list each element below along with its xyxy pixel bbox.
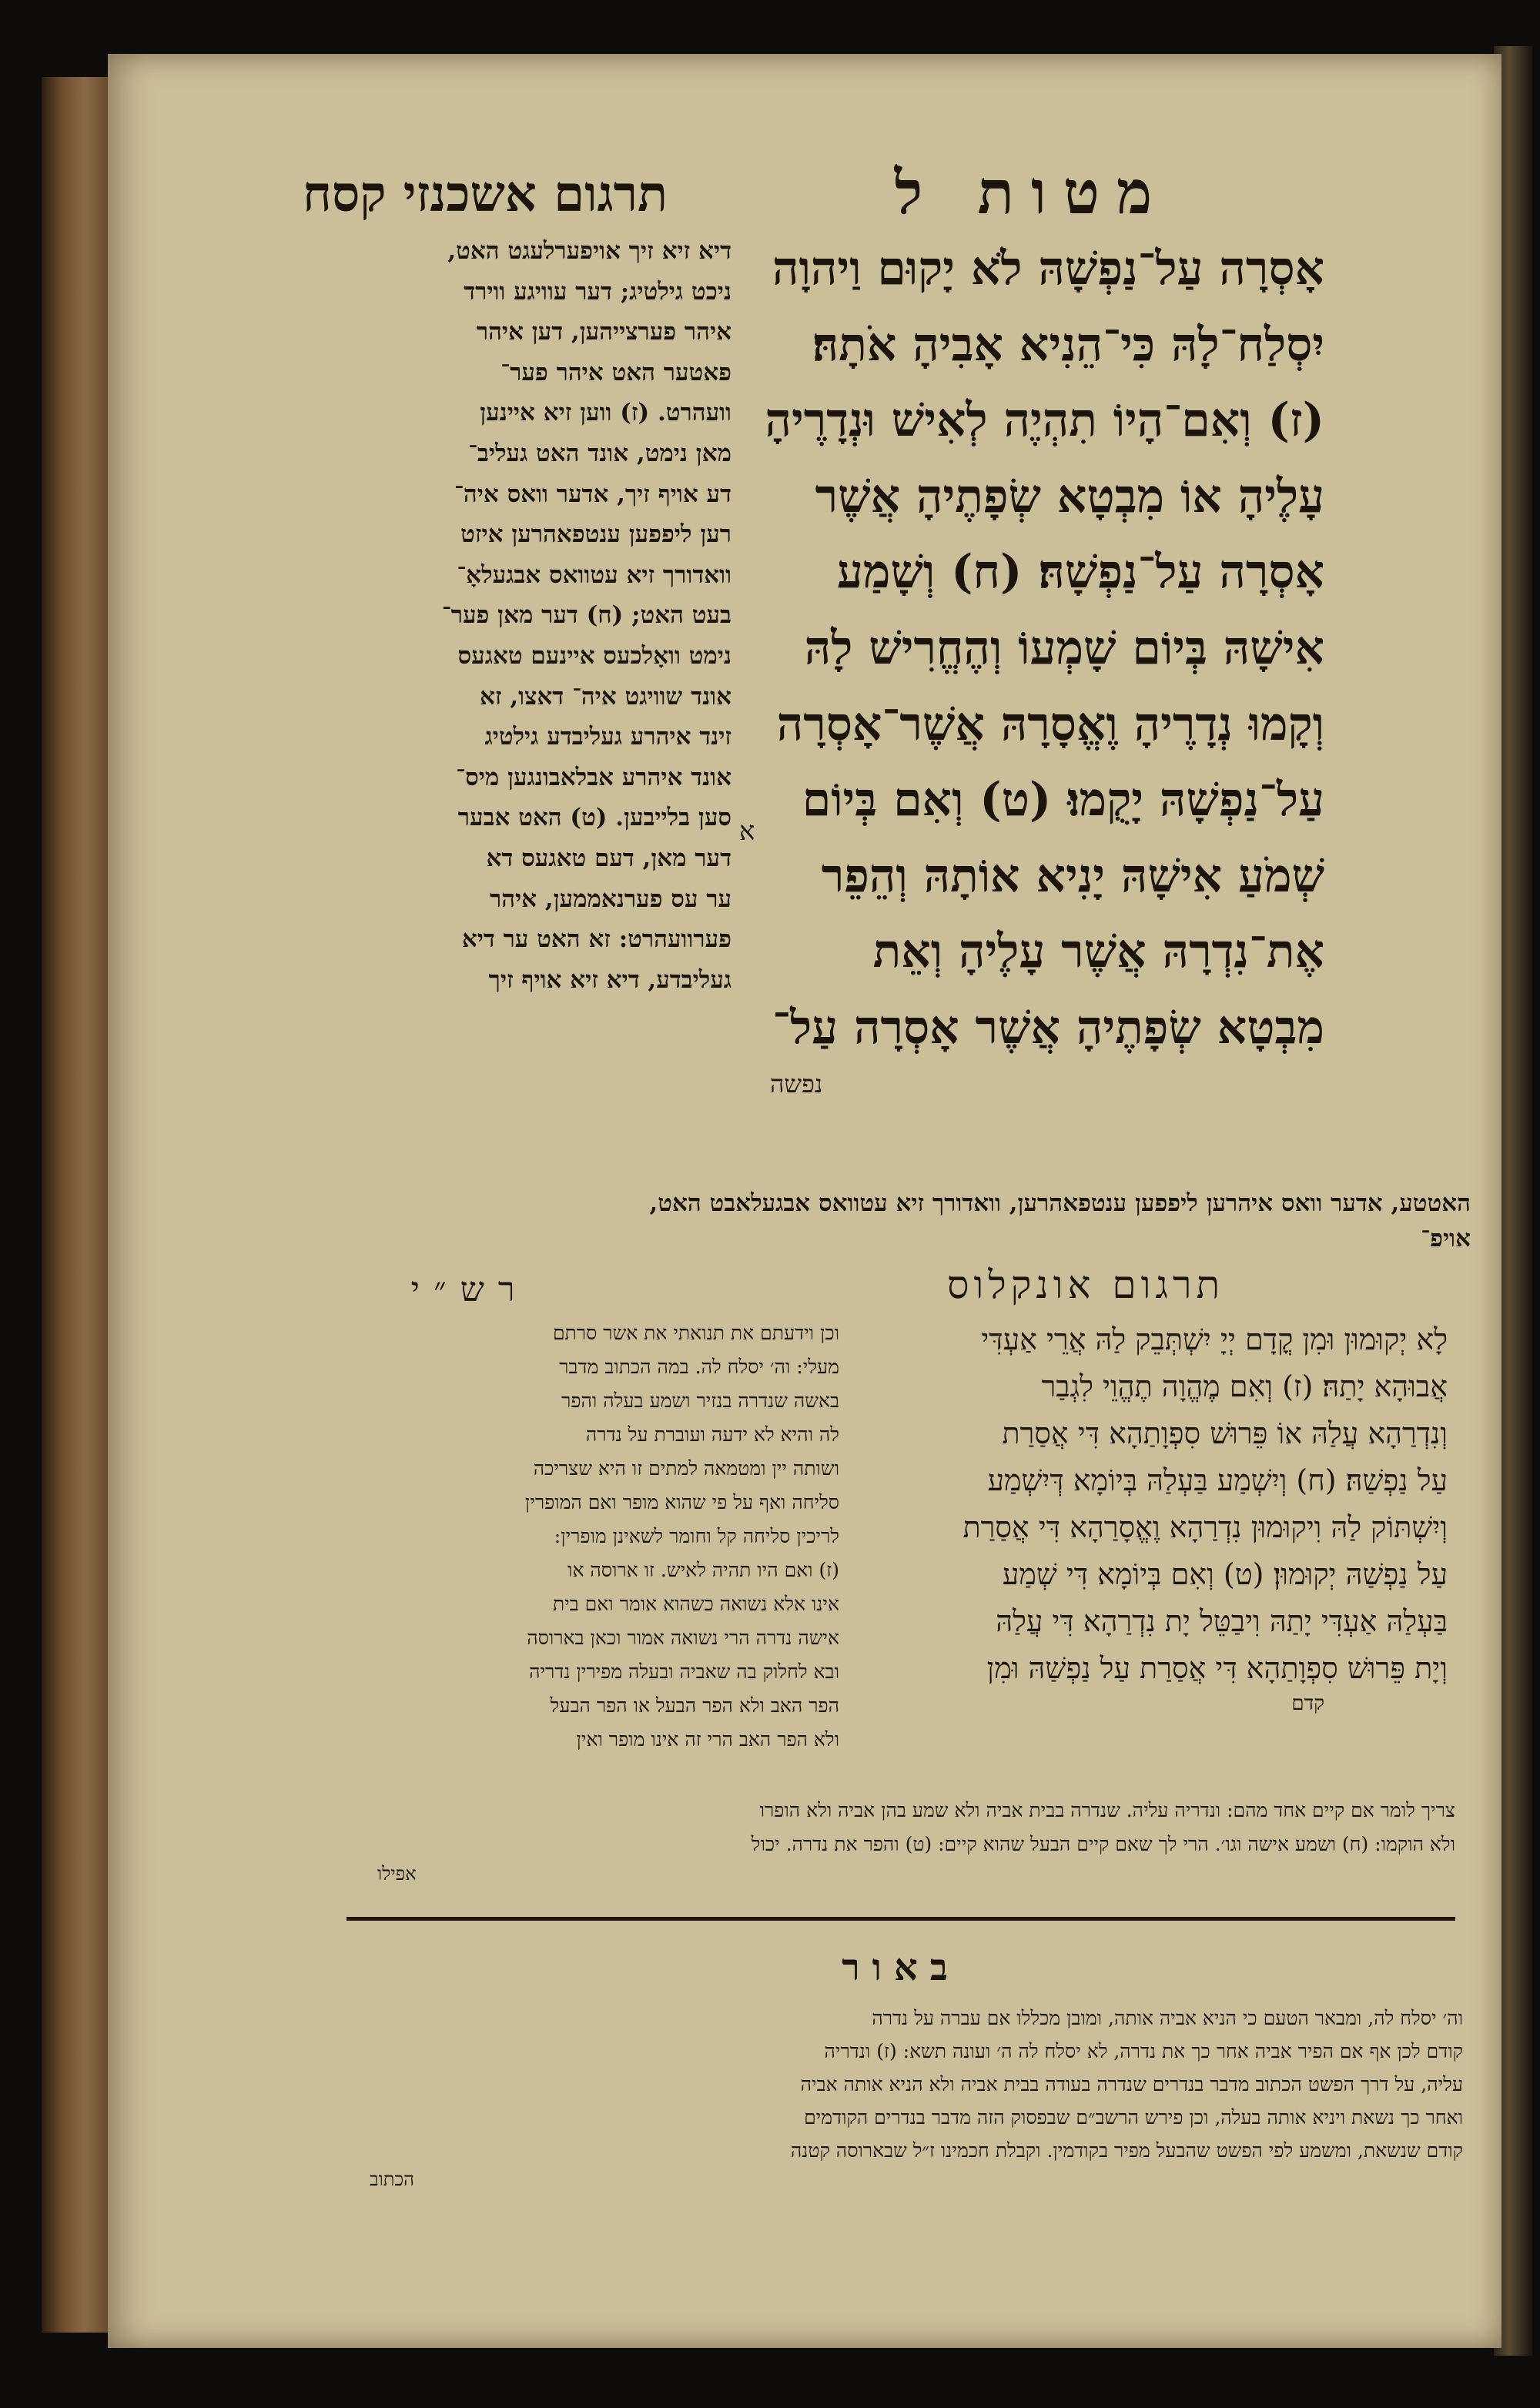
rashi-heading: רש״י bbox=[410, 1270, 529, 1309]
yiddish-line: ער עס פערנאממען, איהר bbox=[489, 885, 732, 913]
section-divider bbox=[346, 1917, 1455, 1921]
rashi-line: צריך לומר אם קיים אחד מהם: ונדריה עליה. שנדרה בבית אביה ולא שמע בהן אביה ולא הופרו bbox=[759, 1799, 1455, 1821]
rashi-line: באשה שנדרה בנזיר ושמע בעלה והפר bbox=[561, 1390, 839, 1412]
yiddish-line: אויפ־ bbox=[1421, 1225, 1471, 1252]
biur-line: ואחר כך נשאת ויניא אותה בעלה, וכן פירש הרשב״ם שבפסוק הזה מדבר בנדרים הקודמים bbox=[804, 2106, 1463, 2129]
onkelos-line: עַל נַפְשַׁהּ׃ (ח) וְיִשְׁמַע בַּעְלַהּ בְּיוֹמָא דְּיִשְׁמַע bbox=[987, 1463, 1448, 1497]
rashi-line: (ז) ואם היו תהיה לאיש. זו ארוסה או bbox=[567, 1559, 839, 1581]
biur-line: עליה, על דרך הפשט הכתוב מדבר בנדרים שנדרה בעודה בבית אביה ולא הניא אותה אביה bbox=[800, 2073, 1463, 2095]
onkelos-line: לָא יְקוּמוּן וּמִן קֳדָם יְיָ יִשְׁתְּבֵק לַהּ אֲרֵי אַעְדִּי bbox=[981, 1323, 1448, 1356]
rashi-line: וכן וידעתם את תנואתי את אשר סרתם bbox=[552, 1322, 839, 1344]
yiddish-line: פערוועהרט: זא האט ער דיא bbox=[461, 925, 732, 954]
verse-line: יִסְלַח־לָהּ כִּי־הֵנִיא אָבִיהָ אֹתָהּ׃ bbox=[812, 317, 1324, 372]
verse-line: מִבְטָא שְׂפָתֶיהָ אֲשֶׁר אָסְרָה עַל־ bbox=[772, 1000, 1324, 1055]
verse-line: וְקָמוּ נְדָרֶיהָ וֶאֱסָרָהּ אֲשֶׁר־אָסְרָה bbox=[776, 697, 1324, 751]
yiddish-line: איהר פערצייהען, דען איהר bbox=[476, 318, 732, 346]
onkelos-line: בַּעְלַהּ אַעְדִּי יָתַהּ וִיבַטֵּל יָת נִדְרַהָא דִּי עֲלַהּ bbox=[996, 1604, 1448, 1638]
verse-line: עַל־נַפְשָׁהּ יָקֻמוּ׃ (ט) וְאִם בְּיוֹם bbox=[802, 773, 1324, 828]
rashi-line: מעלי: וה׳ יסלח לה. במה הכתוב מדבר bbox=[559, 1356, 839, 1378]
onkelos-line: וְיִשְׁתּוֹק לַהּ וִיקוּמוּן נִדְרַהָא וֶאֱסָרַהָא דִּי אֲסַרַת bbox=[962, 1510, 1448, 1544]
running-header-parsha: מטות ל bbox=[894, 158, 1170, 228]
onkelos-line: אֲבוּהָא יָתַהּ׃ (ז) וְאִם מֶהֱוָה תֶהֱוֵי לִגְבַר bbox=[1041, 1370, 1448, 1403]
rashi-line: ובא לחלוק בה שאביה ובעלה מפירין נדריה bbox=[529, 1661, 839, 1683]
onkelos-catchword: קדם bbox=[1291, 1692, 1324, 1715]
verse-line: אִישָׁהּ בְּיוֹם שָׁמְעוֹ וְהֶחֱרִישׁ לָהּ bbox=[804, 620, 1324, 675]
running-header-yiddish: תרגום אשכנזי קסח bbox=[302, 166, 668, 223]
catchword: הכתוב bbox=[370, 2169, 414, 2190]
yiddish-line: סען בלייבען. (ט) האט אבער bbox=[457, 804, 732, 832]
yiddish-line: דיא זיא זיך אויפערלעגט האט, bbox=[447, 237, 732, 265]
verse-line: עָלֶיהָ אוֹ מִבְטָא שְׂפָתֶיהָ אֲשֶׁר bbox=[815, 469, 1324, 523]
yiddish-line: זינד איהרע געליבדע גילטיג bbox=[484, 723, 732, 751]
verse-line: אָסְרָה עַל־נַפְשָׁהּ׃ (ח) וְשָׁמַע bbox=[836, 545, 1324, 600]
onkelos-line: עַל נַפְשַׁהּ יְקוּמוּן׃ (ט) וְאִם בְּיוֹמָא דִּי שְׁמַע bbox=[1002, 1557, 1448, 1591]
rashi-line: לה והיא לא ידעה ועוברת על נדרה bbox=[585, 1423, 839, 1446]
rashi-line: ולא הוקמו: (ח) ושמע אישה וגו׳. הרי לך שאם קיים הבעל שהוא קיים: (ט) והפר את נדרה. יכול bbox=[751, 1833, 1455, 1855]
yiddish-line: פאטער האט איהר פער־ bbox=[500, 358, 732, 386]
yiddish-line: דע אויף זיך, אדער וואס איה־ bbox=[454, 480, 732, 508]
yiddish-line: נימט וואָלכעס איינעם טאגעס bbox=[457, 641, 732, 670]
rashi-column bbox=[316, 1316, 839, 1809]
yiddish-line: רען ליפפען ענטפאהרען איזט bbox=[460, 520, 732, 549]
book-edge bbox=[42, 77, 119, 2333]
catchword: נפשה bbox=[770, 1069, 823, 1099]
rashi-continuation bbox=[316, 1794, 1455, 1886]
hebrew-verse-column bbox=[739, 231, 1324, 1155]
onkelos-column bbox=[832, 1316, 1448, 1786]
yiddish-line: וועהרט. (ז) ווען זיא איינען bbox=[480, 399, 732, 427]
rashi-line: ושותה יין ומטמאה למתים זו היא שצריכה bbox=[533, 1457, 839, 1480]
onkelos-heading: תרגום אונקלוס bbox=[947, 1263, 1224, 1307]
biur-line: קודם לכן אף אם הפיר אביה אחר כך את נדרה, לא יסלח לה ה׳ ועונה תשא: (ז) ונדריה bbox=[824, 2040, 1463, 2062]
verse-line: שְׁמֹעַ אִישָׁהּ יָנִיא אוֹתָהּ וְהֵפֵר bbox=[821, 848, 1324, 903]
yiddish-full-width-lines bbox=[293, 1186, 1471, 1256]
onkelos-line: וְיָת פֵּרוּשׁ סִפְוָתַהָא דִּי אֲסַרַת עַל נַפְשַׁהּ וּמִן bbox=[986, 1651, 1448, 1685]
rashi-line: הפר האב ולא הפר הבעל או הפר הבעל bbox=[550, 1694, 839, 1717]
yiddish-line: בעט האט; (ח) דער מאן פער־ bbox=[441, 601, 732, 630]
biur-line: קודם שנשאת, ומשמע לפי הפשט שהבעל מפיר בקודמין. וקבלת חכמינו ז״ל שבארוסה קטנה bbox=[790, 2139, 1463, 2162]
yiddish-line: אונד שוויגט איה־ דאצו, זא bbox=[480, 682, 732, 711]
rashi-line: אינו אלא נשואה כשהוא אומר ואם בית bbox=[552, 1593, 839, 1615]
margin-mark: א bbox=[739, 816, 755, 847]
rashi-line: סליחה ואף על פי שהוא מופר ואם המופרין bbox=[524, 1491, 839, 1513]
rashi-line: ולא הפר האב הרי זה אינו מופר ואין bbox=[576, 1728, 839, 1751]
yiddish-translation-column bbox=[293, 231, 732, 1201]
yiddish-line: מאן נימט, אונד האט געליב־ bbox=[468, 439, 732, 467]
yiddish-line: ניכט גילטיג; דער עוויגע ווירד bbox=[464, 277, 732, 306]
catchword: אפילו bbox=[377, 1863, 417, 1885]
verse-line: (ז) וְאִם־הָיוֹ תִהְיֶה לְאִישׁ וּנְדָרֶיהָ bbox=[765, 393, 1324, 448]
yiddish-line: דער מאן, דעם טאגעס דא bbox=[486, 844, 732, 872]
verse-line: אָסְרָה עַל־נַפְשָׁהּ לֹא יָקוּם וַיהוָה bbox=[772, 242, 1324, 296]
yiddish-line: וואדורך זיא עטוואס אבגעלאָ־ bbox=[457, 560, 732, 589]
yiddish-line: געליבדע, דיא זיא אויף זיך bbox=[488, 965, 732, 994]
rashi-line: לריכין סליחה קל וחומר לשאינן מופרין: bbox=[554, 1525, 839, 1547]
verse-line: אֶת־נִדְרָהּ אֲשֶׁר עָלֶיהָ וְאֵת bbox=[872, 925, 1324, 979]
rashi-line: אישה נדרה הרי נשואה אמור וכאן בארוסה bbox=[527, 1627, 839, 1649]
yiddish-line: אונד איהרע אבלאבונגען מיס־ bbox=[456, 763, 732, 791]
onkelos-line: וְנִדְרַהָא עֲלַהּ אוֹ פֵּרוּשׁ סִפְוָתַהָא דִּי אֲסַרַת bbox=[1002, 1416, 1448, 1450]
biur-commentary bbox=[323, 2002, 1463, 2192]
yiddish-line: האטטע, אדער וואס איהרען ליפפען ענטפאהרען, וואדורך זיא עטוואס אבגעלאבט האט, bbox=[649, 1189, 1471, 1217]
biur-line: וה׳ יסלח לה, ומבאר הטעם כי הניא אביה אותה, ומובן מכללו אם עברה על נדרה bbox=[872, 2007, 1463, 2029]
biur-heading: באור bbox=[842, 1946, 960, 1989]
